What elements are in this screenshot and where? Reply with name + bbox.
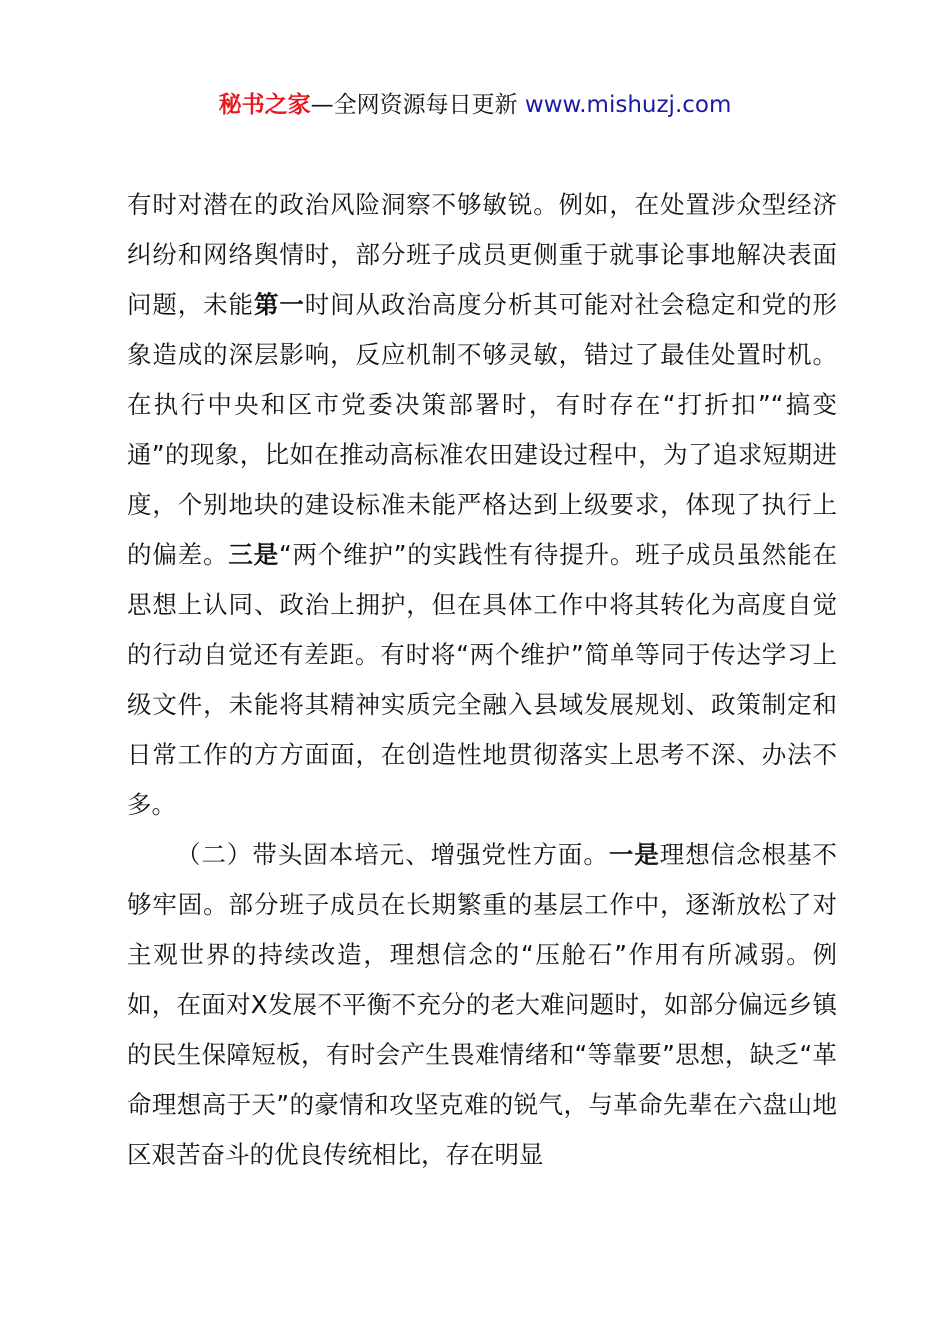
site-url-link[interactable]: www.mishuzj.com [524,92,732,118]
paragraph-1-text-1: 有时对潜在的政治风险洞察不够敏锐。例如，在处置涉众型经济纠纷和网络舆情时，部分班子成员更侧重于就事论事地解决表面问题，未能 [127,190,837,319]
site-brand: 秘书之家 [218,92,311,118]
paragraph-2-text-1: 理想信念根基不够牢固。部分班子成员在长期繁重的基层工作中，逐渐放松了对主观世界的持续改造，理想信念的“压舱石”作用有所减弱。例如，在面对X发展不平衡不充分的老大难问题时，如部分偏远乡镇的民生保障短板，有时会产生畏难情绪和“等靠要”思想，缺乏“革命理想高于天”的豪情和攻坚克难的锐气，与革命先辈在六盘山地区艰苦奋斗的优良传统相比，存在明显 [127,840,838,1169]
paragraph-1 [127,180,837,830]
paragraph-2-bold-1: 一是 [608,840,660,869]
paragraph-2-heading: （二）带头固本培元、增强党性方面。 [176,840,609,869]
paragraph-1-text-2: 时间从政治高度分析其可能对社会稳定和党的形象造成的深层影响，反应机制不够灵敏，错过了最佳处置时机。在执行中央和区市党委决策部署时，有时存在“打折扣”“搞变通”的现象，比如在推动高标准农田建设过程中，为了追求短期进度，个别地块的建设标准未能严格达到上级要求，体现了执行上的偏差。 [127,290,838,569]
document-body [127,180,837,1180]
paragraph-2 [127,830,837,1180]
site-header [0,88,950,122]
site-tagline: —全网资源每日更新 [310,92,518,118]
paragraph-1-bold-1: 第一 [253,290,305,319]
paragraph-1-bold-2: 三是 [228,540,279,569]
paragraph-1-text-3: “两个维护”的实践性有待提升。班子成员虽然能在思想上认同、政治上拥护，但在具体工作中将其转化为高度自觉的行动自觉还有差距。有时将“两个维护”简单等同于传达学习上级文件，未能将其精神实质完全融入县域发展规划、政策制定和日常工作的方方面面，在创造性地贯彻落实上思考不深、办法不多。 [127,540,838,819]
